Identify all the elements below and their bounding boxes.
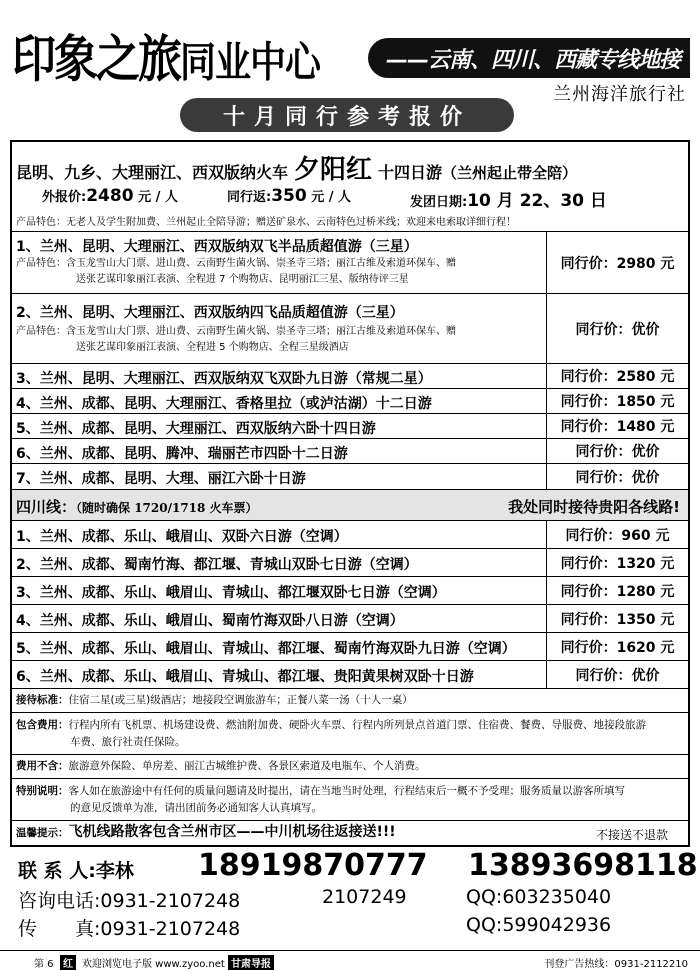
route-price: 同行价：1850 元: [546, 389, 688, 413]
outer-price: [42, 186, 178, 206]
outer-price-unit: 元 / 人: [138, 190, 178, 205]
special-note: [12, 779, 688, 821]
route-title: 5、兰州、成都、乐山、峨眉山、青城山、都江堰、蜀南竹海双卧九日游（空调）: [16, 641, 516, 657]
table-row: [12, 389, 688, 414]
route-title: 2、兰州、成都、蜀南竹海、都江堰、青城山双卧七日游（空调）: [16, 557, 418, 573]
table-row: [12, 294, 688, 364]
standard-text: 住宿二星(或三星)级酒店；地接段空调旅游车；正餐八菜一汤（十人一桌）: [68, 694, 413, 706]
special-text: 的意见反馈单为准，请出团前务必通知客人认真填写。: [70, 802, 322, 814]
featured-name: 夕阳红: [294, 155, 373, 185]
consult-phone: [18, 886, 240, 913]
route-price: 同行价：960 元: [546, 521, 688, 548]
tip-right: 不接送不退款: [595, 828, 668, 842]
brand-logo: [12, 18, 320, 92]
route-desc: 送张艺谋印象丽江表演、全程进 5 个购物店、全程三星级酒店: [76, 342, 349, 353]
outer-price-value: 2480: [86, 186, 134, 206]
route-price: 同行价：1320 元: [546, 549, 688, 576]
route-title: 4、兰州、成都、乐山、峨眉山、蜀南竹海双卧八日游（空调）: [16, 613, 404, 629]
agency-name: 兰州海洋旅行社: [553, 84, 686, 105]
mobile-number: 13893698118: [468, 848, 698, 883]
standard-label: 接待标准：: [16, 694, 69, 706]
route-title: 1、兰州、昆明、大理丽江、西双版纳双飞半品质超值游（三星）: [16, 239, 418, 255]
route-price: 同行价：优价: [546, 294, 688, 363]
warm-tip: [12, 821, 688, 845]
sichuan-label: 四川线：: [16, 498, 77, 516]
exclude-label: 费用不含：: [16, 760, 69, 772]
table-row: [12, 414, 688, 439]
footer-text: 欢迎浏览电子版 www.zyoo.net: [82, 959, 225, 970]
peer-price-label: 同行返:: [227, 190, 272, 205]
peer-price: [227, 186, 351, 206]
special-label: 特别说明：: [16, 785, 69, 797]
brand-sub: 同业中心: [180, 39, 321, 87]
outer-price-label: 外报价:: [42, 190, 87, 205]
route-title: 3、兰州、成都、乐山、峨眉山、青城山、都江堰双卧七日游（空调）: [16, 585, 446, 601]
qq-number: 603235040: [502, 886, 612, 908]
featured-route: 昆明、九乡、大理丽江、西双版纳火车: [16, 163, 289, 182]
route-title: 7、兰州、成都、昆明、大理、丽江六卧十日游: [16, 471, 306, 487]
phone-label: 咨询电话:: [18, 890, 101, 912]
slogan-banner: [368, 38, 690, 78]
page-footer: [0, 950, 700, 971]
phone-number: 2107249: [322, 886, 407, 908]
newspaper-badge: 甘肃导报: [228, 955, 274, 970]
table-row: [12, 605, 688, 633]
route-price: 同行价：1480 元: [546, 414, 688, 438]
route-title: 4、兰州、成都、昆明、大理丽江、香格里拉（或泸沽湖）十二日游: [16, 396, 432, 412]
include-text: 行程内所有飞机票、机场建设费、燃油附加费、硬卧火车票、行程内所列景点首道门票、住宿费、餐费、导服费、地接段旅游: [68, 719, 646, 731]
fax: [18, 914, 240, 941]
table-row: [12, 521, 688, 549]
contact-label: 联 系 人:: [18, 860, 96, 882]
peer-price-value: 350: [271, 186, 307, 206]
sichuan-title: [16, 496, 258, 517]
table-row: [12, 633, 688, 661]
page-number: 第 6: [34, 959, 54, 970]
table-row: [12, 364, 688, 389]
phone-number: 0931-2107248: [100, 890, 241, 912]
exclude-text: 旅游意外保险、单房差、丽江古城维护费、各景区索道及电瓶车、个人消费。: [68, 760, 426, 772]
depart-date-label: 发团日期:: [410, 195, 468, 210]
page-tag: 红: [60, 955, 76, 970]
depart-date: [410, 186, 607, 211]
fee-included: [12, 713, 688, 755]
include-text: 车费、旅行社责任保险。: [70, 736, 186, 748]
fee-excluded: [12, 755, 688, 779]
peer-price-unit: 元 / 人: [311, 190, 352, 205]
route-price: 同行价：1280 元: [546, 577, 688, 604]
qq-1: [466, 886, 611, 908]
table-row: [12, 464, 688, 490]
route-title: 1、兰州、成都、乐山、峨眉山、双卧六日游（空调）: [16, 529, 348, 545]
table-row: [12, 661, 688, 689]
table-row: [12, 439, 688, 464]
table-row: [12, 549, 688, 577]
table-row: [12, 577, 688, 605]
route-price: 同行价：优价: [546, 439, 688, 463]
route-desc: 产品特色：含玉龙雪山大门票、进山费、云南野生菌火锅、崇圣寺三塔；丽江古维及索道环保车、赠: [16, 258, 456, 269]
fax-label: 传 真:: [18, 918, 101, 940]
route-price: 同行价：2980 元: [546, 232, 688, 293]
route-price: 同行价：2580 元: [546, 364, 688, 388]
sichuan-right-note: 我处同时接待贵阳各线路!: [508, 498, 680, 516]
route-price: 同行价：1350 元: [546, 605, 688, 632]
tip-text: 飞机线路散客包含兰州市区——中川机场往返接送!!!: [68, 824, 396, 840]
route-title: 5、兰州、成都、昆明、大理丽江、西双版纳六卧十四日游: [16, 421, 376, 437]
price-table: [10, 140, 690, 847]
route-title: 6、兰州、成都、乐山、峨眉山、青城山、都江堰、贵阳黄果树双卧十日游: [16, 669, 474, 685]
slogan-text: ——云南、四川、西藏专线地接: [385, 47, 680, 73]
featured-note: （兰州起止带全陪）: [442, 164, 578, 182]
mobile-number: 18919870777: [198, 848, 428, 883]
qq-label: QQ:: [466, 914, 503, 936]
route-desc: 送张艺谋印象丽江表演、全程进 7 个购物店、昆明丽江三星、版纳待评三星: [76, 274, 409, 285]
fax-number: 0931-2107248: [100, 918, 241, 940]
qq-2: [466, 914, 611, 936]
route-price: 同行价：优价: [546, 464, 688, 489]
service-standard: [12, 689, 688, 713]
sichuan-note: （随时确保 1720/1718 火车票）: [76, 501, 258, 515]
special-text: 客人如在旅游途中有任何的质量问题请及时提出，请在当地当时处理，行程结束后一概不予受理；服务质量以游客所填写: [68, 785, 625, 797]
featured-tour: [12, 142, 688, 232]
route-title: 6、兰州、成都、昆明、腾冲、瑞丽芒市四卧十二日游: [16, 446, 348, 462]
route-title: 3、兰州、昆明、大理丽江、西双版纳双飞双卧九日游（常规二星）: [16, 371, 432, 387]
featured-title: [16, 149, 577, 186]
depart-date-value: 10 月 22、30 日: [467, 191, 607, 211]
route-price: 同行价：1620 元: [546, 633, 688, 660]
qq-label: QQ:: [466, 886, 503, 908]
contact-name: 李林: [95, 860, 134, 882]
featured-days: 十四日游: [378, 163, 443, 182]
route-title: 2、兰州、昆明、大理丽江、西双版纳四飞品质超值游（三星）: [16, 305, 404, 321]
include-label: 包含费用：: [16, 719, 69, 731]
table-row: [12, 232, 688, 294]
qq-number: 599042936: [502, 914, 612, 936]
sichuan-section-header: [12, 490, 688, 521]
tip-label: 温馨提示：: [16, 827, 69, 839]
brand-main: 印象之旅: [12, 30, 180, 90]
route-desc: 产品特色：含玉龙雪山大门票、进山费、云南野生菌火锅、崇圣寺三塔；丽江古维及索道环保车、赠: [16, 326, 456, 337]
route-price: 同行价：优价: [546, 661, 688, 688]
contact-person: [18, 856, 134, 883]
ad-hotline: 刊登广告热线：0931-2112210: [544, 959, 688, 970]
header: [0, 0, 700, 130]
featured-features: 产品特色：无老人及学生附加费、兰州起止全陪导游；赠送矿泉水、云南特色过桥米线；欢迎来电索取详细行程！: [16, 217, 516, 228]
contact-section: [0, 848, 700, 948]
title-banner: 十月同行参考报价: [180, 98, 514, 132]
